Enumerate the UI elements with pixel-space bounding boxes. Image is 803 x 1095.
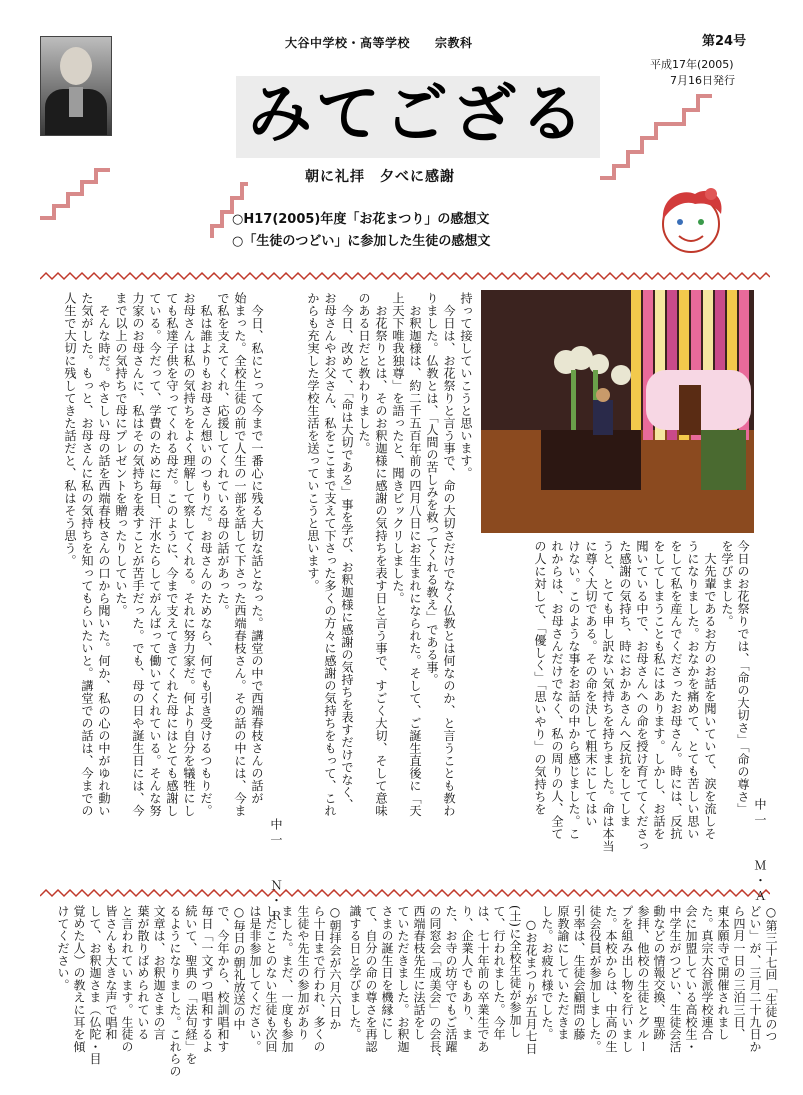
notice-line: 原教諭にしていただきま (556, 905, 570, 1041)
notice-line: ら十日まで行われ、多くの (312, 905, 326, 1053)
essay-ma-line: うと、とても申し訳ない気持ちを持ちました。命は本当 (601, 540, 615, 853)
notice-line: ら四月一日の三泊三日、 (732, 905, 746, 1041)
essay-nr-signature: 中一 Ｎ・Ｒ (269, 818, 283, 925)
notice-line: の同窓会「成美会」の会長、 (428, 905, 442, 1065)
essay-nr-line: お母さんは私の気持ちをよく理解して察してくれる。それに努力家だ。何より自分を犠牲にし (182, 292, 196, 817)
essay-ma-line: 上天下唯我独尊」を語ったと、聞きビックリしました。 (391, 292, 405, 605)
notice-line: は是非参加してください。 (248, 905, 262, 1053)
notice-line: は、七十年前の卒業生であ (476, 905, 490, 1053)
essay-ma-line: 大先輩であるお方のお話を聞いていて、涙を流しそ (703, 540, 717, 840)
notice-line: 覚めた人）の教えに耳を傾 (72, 905, 86, 1053)
notice-line: したことのない生徒も次回 (264, 905, 278, 1053)
essay-ma-line: に尊く大切である。その命を決して粗末にしてはい (584, 540, 598, 828)
notice-line: 毎日「一文ずつ唱和するよ (200, 905, 214, 1053)
notice-line: した。お疲れ様でした。 (540, 905, 554, 1041)
notice-line: て、行われました。今年 (492, 905, 506, 1041)
essay-ma-line: を学びました。 (720, 540, 734, 628)
motto: 朝に礼拝 夕べに感謝 (305, 169, 455, 185)
essay-ma-line: の人に対して、「優しく」「思いやり」の気持ちを (533, 540, 547, 816)
founder-portrait (40, 36, 112, 136)
notice-line: 東本願寺で開催されまし (716, 905, 730, 1041)
issue-date-year: 平成17年(2005) (650, 58, 734, 71)
lower-left-stairs-decoration (40, 140, 240, 220)
notice-line: ました。まだ、一度も参加 (280, 905, 294, 1053)
newsletter-title: みてござる (248, 77, 588, 152)
notice-line: 生徒や先生の参加があり (296, 905, 310, 1041)
essay-ma-line: をしてしまうことも私にはあります。しかし、お話を (652, 540, 666, 840)
issue-date: 7月16日発行 (670, 74, 735, 87)
essay-nr-line: そんな時だ。やさしい母の話を西端春枝さんの口から聞いた。何か、私の心の中がゆれ動い (97, 292, 111, 817)
essay-ma-line: 今日のお花祭りでは、「命の大切さ」「命の尊さ」 (736, 540, 750, 816)
notice-line: 皆さんも大きな声で唱和 (104, 905, 118, 1041)
notice-line: 参拝、他校の生徒とグルー (636, 905, 650, 1053)
essay-ma-line: お花祭りとは、そのお釈迦様に感謝の気持ちを表す日と言う事で、すごく大切、そして意味 (374, 292, 388, 817)
essay-ma-line: のある日だと教わりました。 (357, 292, 371, 455)
essay-nr-line: ている。今だって、学費のために毎日、汗水たらしてがんばって働いてくれている。そんな努 (148, 292, 162, 817)
essay-ma-line: をして私を産んでくださったお母さん。時には、反抗 (669, 540, 683, 840)
notice-line: どい」が、三月二十九日か (748, 905, 762, 1053)
notice-line: ていただきました。お釈迦 (396, 905, 410, 1053)
notice-line: して、お釈迦さま（仏陀・目 (88, 905, 102, 1065)
essay-ma-line: 持って接していこうと思います。 (459, 292, 473, 480)
essay-nr-line: 今日、私にとって今まで一番心に残る大切な話となった。講堂の中で西端春枝さんの話が (250, 292, 264, 805)
essay-nr-line: で私を支えてくれ、応援してくれている母の話があった。 (216, 292, 230, 617)
school-name: 大谷中学校・高等学校 宗教科 (285, 36, 473, 50)
notice-line: 徒会役員が参加しました。 (588, 905, 602, 1053)
topic-line-1: ○H17(2005)年度「お花まつり」の感想文 (232, 212, 490, 227)
notice-line: (土)に全校生徒が参加し (508, 905, 522, 1038)
notice-line: と言われています。生徒の (120, 905, 134, 1053)
smiling-face-icon (651, 180, 731, 260)
essay-ma-line: 今日は、お花祭りと言う事で、命の大切さだけでなく仏教とは何なのか、と言うことも教わ (442, 292, 456, 817)
essay-nr-line: ても私達子供を守ってくれる母だ。このように、今まで支えてきてくれた母にはとても感謝し (165, 292, 179, 817)
notice-line: けてください。 (56, 905, 70, 992)
topic-line-2: ○「生徒のつどい」に参加した生徒の感想文 (232, 234, 491, 249)
notice-line: て、自分の命の尊さを再認 (364, 905, 378, 1053)
notice-line: 葉が散りばめられている (136, 905, 150, 1041)
notice-line: ○お花まつりが五月七日 (524, 905, 538, 1055)
notice-line: た。本校からは、中高の生 (604, 905, 618, 1053)
notice-line: ○朝拝会が六月六日か (328, 905, 342, 1030)
essay-ma-signature: 中一 Ｍ・Ａ (753, 798, 767, 905)
right-stairs-decoration (600, 90, 750, 180)
notice-line: 識する日と学びました。 (348, 905, 362, 1041)
top-divider (40, 271, 770, 281)
notice-line: で、今年から、校訓唱和す (216, 905, 230, 1053)
notice-line: た。真宗大谷派学校連合 (700, 905, 714, 1041)
essay-ma-line: お母さんやお父さん、私をここまで支えて下さった多くの方々に感謝の気持ちをもって、これ (323, 292, 337, 817)
essay-ma-line: た感謝の気持ち、時におかあさんへ反抗をしてしま (618, 540, 632, 828)
essay-nr-line: 力家のお母さんに、私はその気持ちを表すことが苦手だった。でも、母の日や誕生日には、今 (131, 292, 145, 817)
essay-ma-line: りました。仏教とは、「人間の苦しみを救ってくれる教え」である事。 (425, 292, 439, 686)
notice-line: 中学生がつどい、生徒会活 (668, 905, 682, 1053)
flower-festival-photo (481, 290, 754, 533)
notice-line: さまの誕生日を機縁にし (380, 905, 394, 1041)
essay-ma-line: 聞いている中で、お母さんへの命を授け育ててくださっ (635, 540, 649, 853)
essay-ma-line: 今日、改めて、「命は大切である」事を学び、お釈迦様に感謝の気持ちを表すだけでなく、 (340, 292, 354, 811)
essay-nr-line: 始まった。全校生徒の前で人生の一部を話して下さった西端春枝さん。その話の中には、今ま (233, 292, 247, 817)
essay-nr-line: まで以上の気持ちで母にプレゼントを贈ったりしていた。 (114, 292, 128, 617)
essay-ma-line: からも充実した学校生活を送っていこうと思います。 (306, 292, 320, 592)
notice-line: プを組み出し物を行いまし (620, 905, 634, 1053)
essay-nr-line: 私は誰よりもお母さん想いのつもりだ。お母さんのためなら、何でも引き受けるつもりだ。 (199, 292, 213, 817)
issue-number: 第24号 (702, 34, 747, 49)
essay-nr-line: た気がした。もっと、お母さんに私の気持ちを知ってもらいたいと。講堂での話は、今までの (80, 292, 94, 817)
notice-line: 西端春枝先生に法話をし (412, 905, 426, 1041)
essay-ma-line: けない。このような事をお話の中から感じました。こ (567, 540, 581, 840)
essay-ma-line: うになりました。おなかを痛めて、とても苦しい思い (686, 540, 700, 840)
essay-nr-line: 人生で大切に残してきた話だと、私はそう思う。 (63, 292, 77, 567)
essay-ma-line: お釈迦様は、約二千五百年前の四月八日にお生まれになられた。そして、ご誕生直後に「天 (408, 292, 422, 817)
notice-line: 続いて、聖典の「法句経」を (184, 905, 198, 1065)
notice-line: 文章は、お釈迦さまの言 (152, 905, 166, 1041)
notice-line: た、お寺の坊守でもご活躍 (444, 905, 458, 1053)
notice-line: ○毎日の朝礼放送の中 (232, 905, 246, 1030)
notice-line: るようになりました。これらの (168, 905, 182, 1078)
notice-line: 動などの情報交換、聖跡 (652, 905, 666, 1041)
essay-ma-line: れからは、お母さんだけでなく、私の周りの人、全て (550, 540, 564, 840)
notice-line: ○第三十七回「生徒のつ (764, 905, 778, 1043)
notice-line: り、企業人でもあり、ま (460, 905, 474, 1041)
notice-line: 引率は、生徒会顧問の藤 (572, 905, 586, 1041)
notice-line: 会に加盟している高校生・ (684, 905, 698, 1053)
